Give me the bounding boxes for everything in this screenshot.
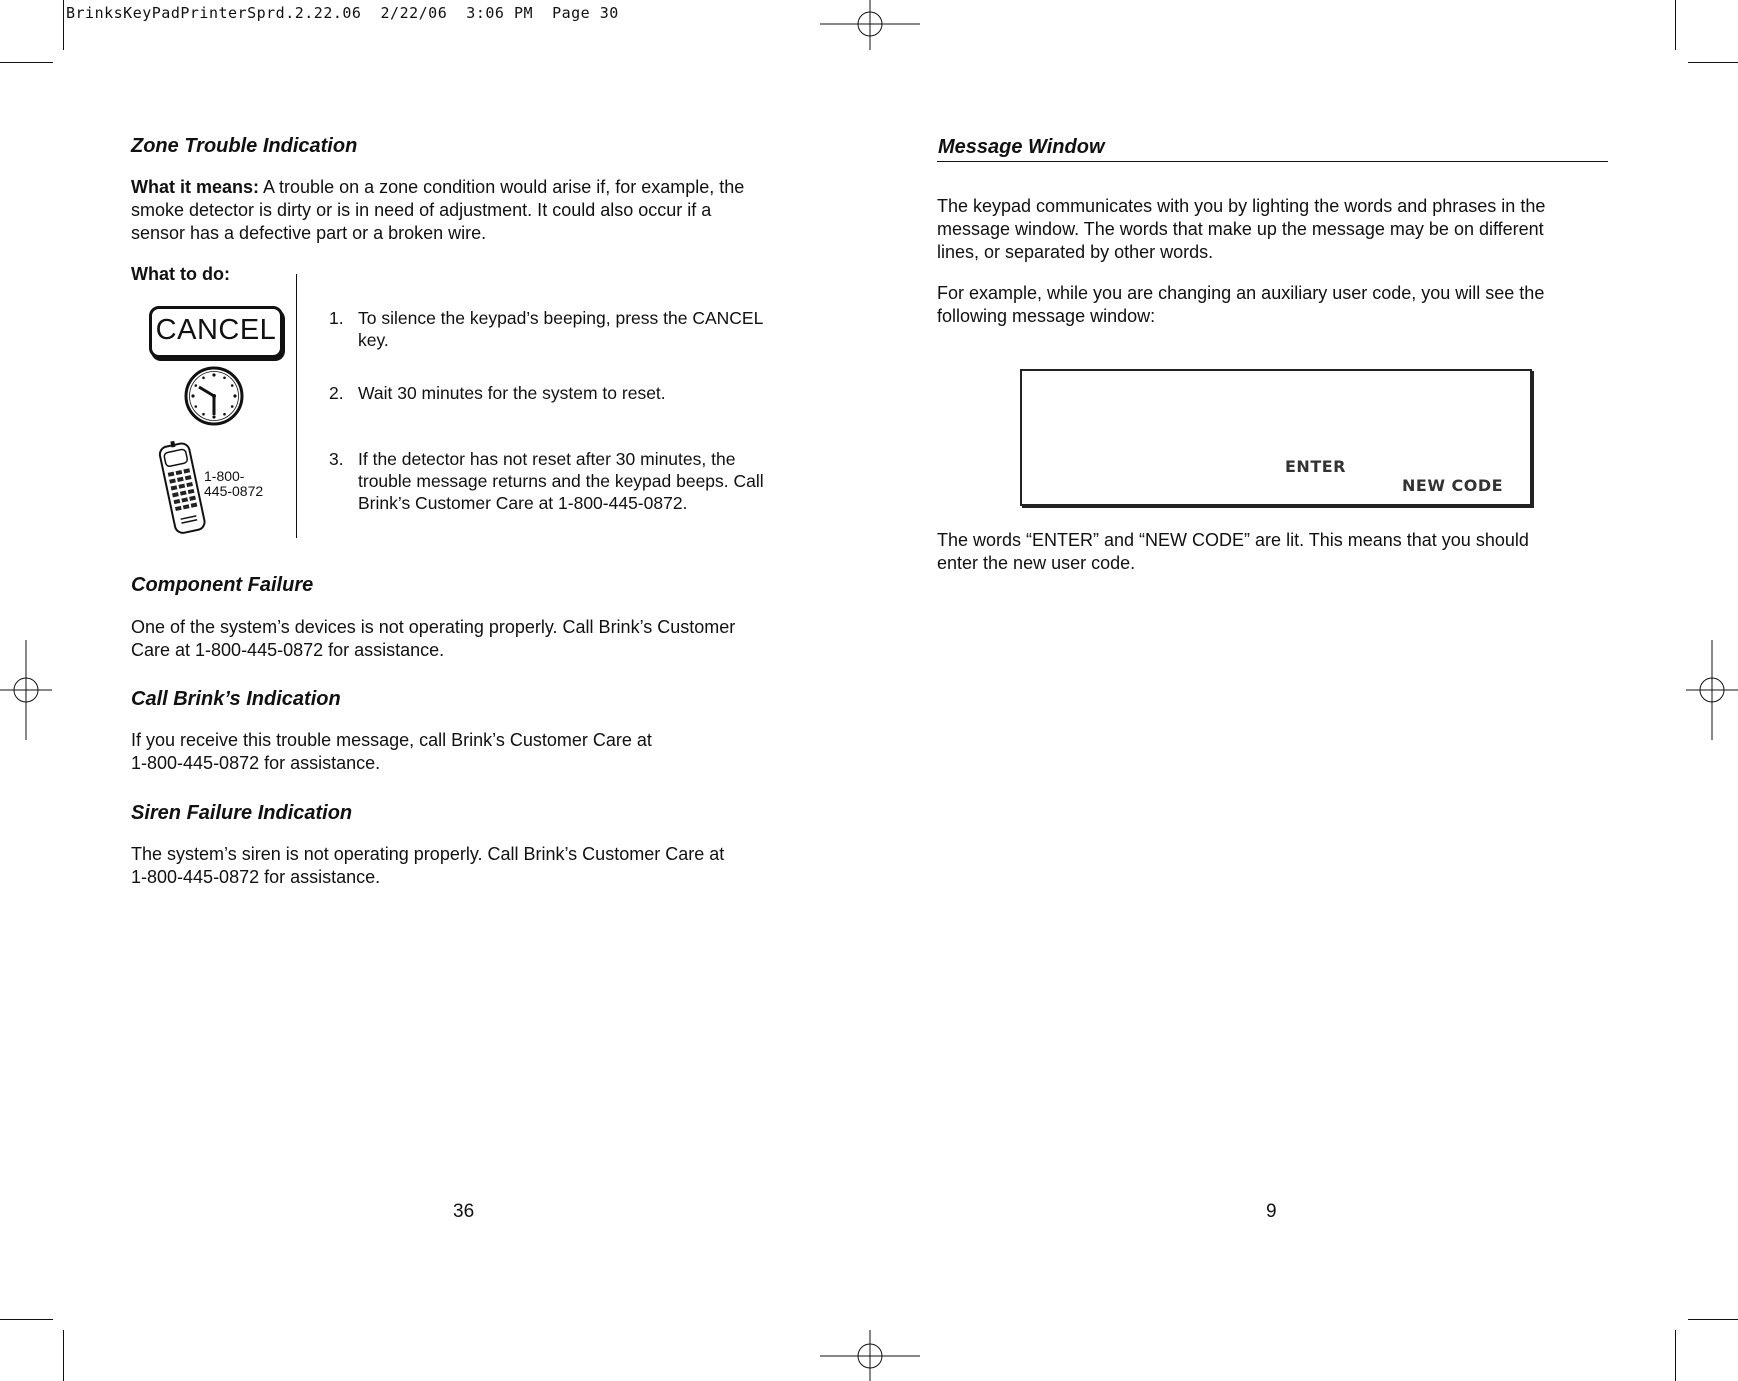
steps-divider <box>296 274 297 538</box>
print-slug: BrinksKeyPadPrinterSprd.2.22.06 2/22/06 3:06 PM Page 30 <box>66 4 619 22</box>
siren-failure-heading: Siren Failure Indication <box>131 802 353 824</box>
step-1: 1. To silence the keypad’s beeping, press the CANCEL key. <box>329 308 764 350</box>
cancel-key-icon <box>149 306 283 358</box>
clock-icon <box>183 365 245 427</box>
registration-mark-left <box>0 640 52 740</box>
what-it-means-line: What it means: A trouble on a zone condition would arise if, for example, the <box>131 177 745 197</box>
message-window-heading: Message Window <box>938 136 1105 158</box>
message-window-paragraph-3: The words “ENTER” and “NEW CODE” are lit. This means that you should enter the new user code. <box>937 530 1529 573</box>
call-brinks-paragraph: If you receive this trouble message, call Brink’s Customer Care at 1-800-445-0872 for assistance. <box>131 730 652 773</box>
what-it-means-line: sensor has a defective part or a broken wire. <box>131 223 487 243</box>
left-page-number: 36 <box>453 1201 475 1222</box>
step-3: 3. If the detector has not reset after 30 minutes, the trouble message returns and the keypad beeps. Call Brink’s Customer Care at 1-800-445-0872. <box>329 449 764 513</box>
phone-number-label: 1-800- 445-0872 <box>204 468 264 499</box>
message-window-paragraph-2: For example, while you are changing an auxiliary user code, you will see the following message window: <box>937 283 1545 326</box>
siren-failure-paragraph: The system’s siren is not operating properly. Call Brink’s Customer Care at 1-800-445-0872 for assistance. <box>131 844 725 887</box>
registration-mark-bottom <box>818 1330 922 1381</box>
lcd-word-new-code: NEW CODE <box>1402 476 1504 495</box>
lcd-word-enter: ENTER <box>1285 457 1346 476</box>
cordless-phone-icon <box>158 440 208 535</box>
what-it-means-line: smoke detector is dirty or is in need of adjustment. It could also occur if a <box>131 200 712 220</box>
heading-rule <box>937 161 1608 162</box>
step-2: 2. Wait 30 minutes for the system to reset. <box>329 383 666 403</box>
what-it-means-paragraph <box>131 176 811 245</box>
cancel-key-label: CANCEL <box>155 314 277 346</box>
component-failure-heading: Component Failure <box>131 574 314 596</box>
message-window-paragraph-1: The keypad communicates with you by lighting the words and phrases in the message window. The words that make up the message may be on different lines, or separated by other words. <box>937 196 1546 262</box>
zone-trouble-heading: Zone Trouble Indication <box>131 135 358 157</box>
what-it-means-label: What it means: <box>131 177 260 197</box>
registration-mark-right <box>1686 640 1738 740</box>
component-failure-paragraph: One of the system’s devices is not operating properly. Call Brink’s Customer Care at 1-800-445-0872 for assistance. <box>131 617 736 660</box>
registration-mark-top <box>818 0 922 50</box>
right-page-number: 9 <box>1266 1201 1277 1222</box>
what-to-do-label: What to do: <box>131 264 230 284</box>
call-brinks-heading: Call Brink’s Indication <box>131 688 341 710</box>
keypad-message-window <box>1020 369 1532 506</box>
